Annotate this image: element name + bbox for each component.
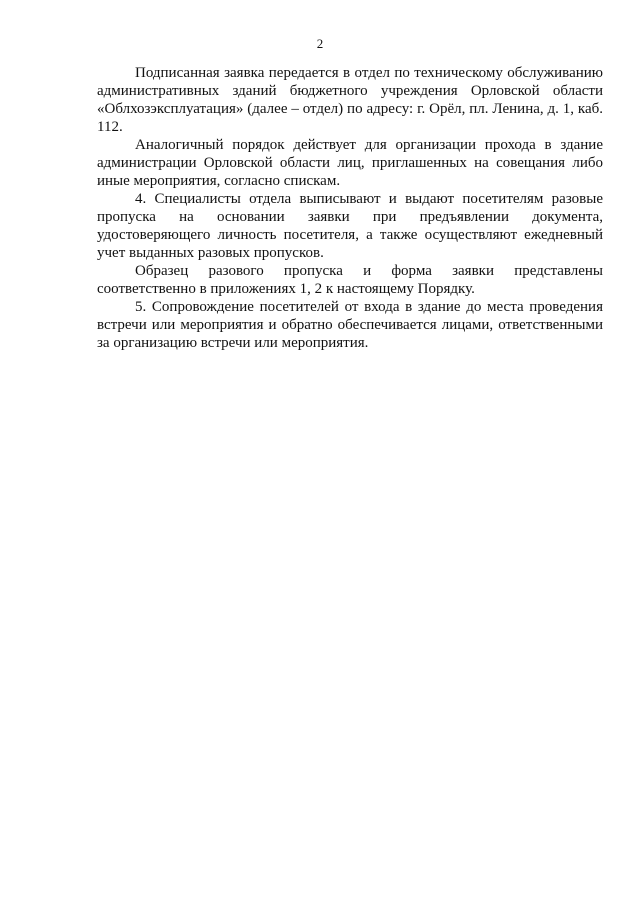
paragraph-invited-persons: Аналогичный порядок действует для организации прохода в здание администрации Орловской области лиц, приглашенных на совещания либо иные мероприятия, согласно спискам. (97, 137, 603, 189)
paragraph-application-transfer: Подписанная заявка передается в отдел по техническому обслуживанию административных зданий бюджетного учреждения Орловской области «Облхозэксплуатация» (далее – отдел) по адресу: г. Орёл, пл. Ленина, д. 1, каб. 112. (97, 65, 603, 135)
paragraph-appendices: Образец разового пропуска и форма заявки представлены соответственно в приложениях 1, 2 к настоящему Порядку. (97, 263, 603, 297)
paragraph-item-4-passes: 4. Специалисты отдела выписывают и выдают посетителям разовые пропуска на основании заявки при предъявлении документа, удостоверяющего личность посетителя, а также осуществляют ежедневный учет выданных разовых пропусков. (97, 191, 603, 261)
document-body (97, 64, 603, 352)
paragraph-item-5-escort: 5. Сопровождение посетителей от входа в здание до места проведения встречи или мероприятия и обратно обеспечивается лицами, ответственными за организацию встречи или мероприятия. (97, 299, 603, 351)
page-number: 2 (316, 36, 324, 51)
